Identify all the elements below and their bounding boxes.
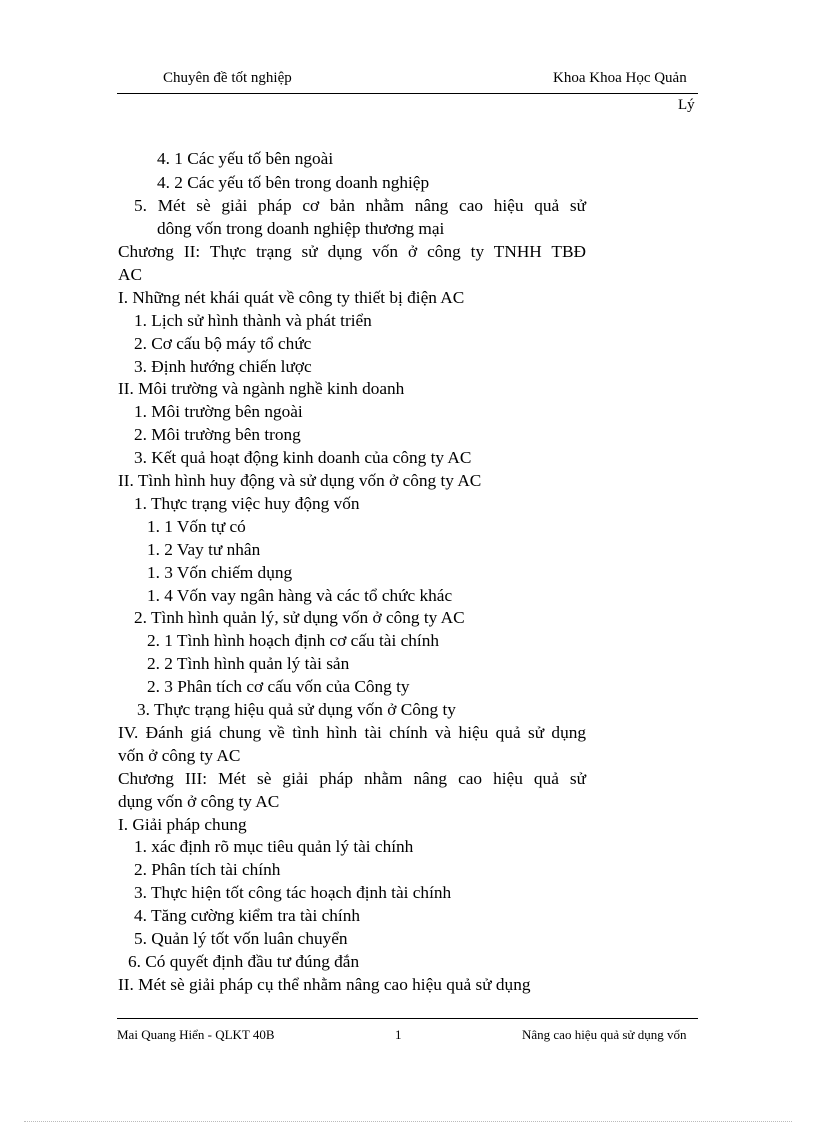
toc-line: 3. Định hướng chiến lược [134,357,312,376]
footer-divider [117,1018,698,1019]
toc-line: 2. 1 Tình hình hoạch định cơ cấu tài chính [147,631,439,650]
toc-line: IV. Đánh giá chung về tình hình tài chính và hiệu quả sử dụng [118,723,586,742]
toc-line: 1. 3 Vốn chiếm dụng [147,563,293,582]
toc-line: 5. Mét sè giải pháp cơ bản nhằm nâng cao hiệu quả sử [134,196,586,215]
toc-line: II. Mét sè giải pháp cụ thể nhằm nâng cao hiệu quả sử dụng [118,975,531,994]
toc-line: 2. Cơ cấu bộ máy tổ chức [134,334,312,353]
toc-line: II. Tình hình huy động và sử dụng vốn ở công ty AC [118,471,482,490]
toc-line: 4. 1 Các yếu tố bên ngoài [157,149,334,168]
toc-line: 1. 4 Vốn vay ngân hàng và các tổ chức khác [147,586,453,605]
toc-line: 5. Quản lý tốt vốn luân chuyển [134,929,348,948]
toc-line: Chương III: Mét sè giải pháp nhằm nâng cao hiệu quả sử [118,769,586,788]
toc-line: dông vốn trong doanh nghiệp thương mại [157,219,445,238]
toc-line: 3. Thực hiện tốt công tác hoạch định tài chính [134,883,452,902]
toc-line: 1. Thực trạng việc huy động vốn [134,494,360,513]
footer-page-number: 1 [395,1027,402,1042]
toc-line: 2. Tình hình quản lý, sử dụng vốn ở công ty AC [134,608,465,627]
toc-line: 3. Thực trạng hiệu quả sử dụng vốn ở Công ty [137,700,456,719]
header-divider [117,93,698,94]
toc-line: 4. 2 Các yếu tố bên trong doanh nghiệp [157,173,430,192]
toc-line: 2. Môi trường bên trong [134,425,301,444]
toc-line: dụng vốn ở công ty AC [118,792,280,811]
toc-line: I. Những nét khái quát về công ty thiết bị điện AC [118,288,465,307]
toc-line: 1. Lịch sử hình thành và phát triển [134,311,372,330]
toc-line: 3. Kết quả hoạt động kinh doanh của công ty AC [134,448,472,467]
toc-line: 1. xác định rõ mục tiêu quản lý tài chính [134,837,414,856]
toc-line: Chương II: Thực trạng sử dụng vốn ở công ty TNHH TBĐ [118,242,586,261]
toc-line: 6. Có quyết định đầu tư đúng đắn [128,952,360,971]
toc-line: I. Giải pháp chung [118,815,247,834]
toc-line: 2. 3 Phân tích cơ cấu vốn của Công ty [147,677,410,696]
toc-line: vốn ở công ty AC [118,746,241,765]
header-faculty: Khoa Khoa Học Quản [553,70,687,86]
toc-line: 2. 2 Tình hình quản lý tài sản [147,654,350,673]
toc-line: 4. Tăng cường kiểm tra tài chính [134,906,360,925]
toc-line: 1. Môi trường bên ngoài [134,402,303,421]
footer-document-title: Nâng cao hiệu quả sử dụng vốn [522,1027,687,1042]
toc-line: 1. 2 Vay tư nhân [147,540,261,559]
footer-author: Mai Quang Hiển - QLKT 40B [117,1027,275,1042]
page-boundary [24,1121,792,1122]
toc-line: AC [118,265,143,284]
toc-line: 2. Phân tích tài chính [134,860,281,879]
toc-line: II. Môi trường và ngành nghề kinh doanh [118,379,405,398]
header-document-type: Chuyên đề tốt nghiệp [163,70,292,86]
toc-line: 1. 1 Vốn tự có [147,517,246,536]
header-faculty-continued: Lý [678,97,695,113]
